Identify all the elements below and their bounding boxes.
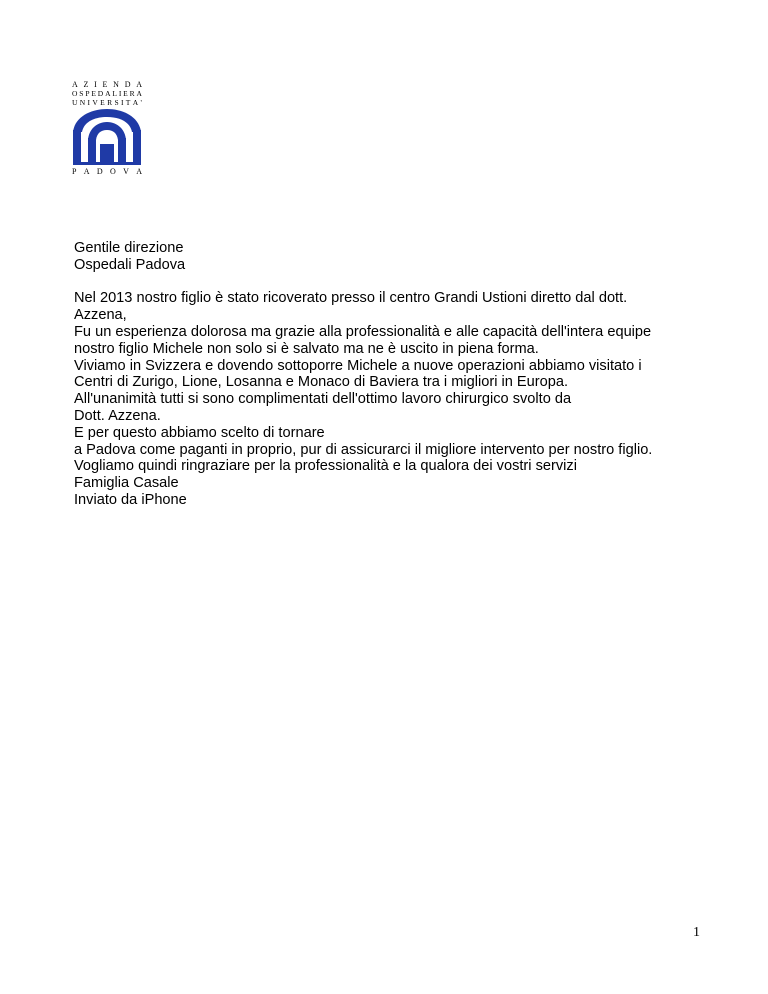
hospital-logo <box>72 80 142 178</box>
message-line: a Padova come paganti in proprio, pur di assicurarci il migliore intervento per nostro figlio. <box>74 441 653 458</box>
message-line: Dott. Azzena. <box>74 407 161 424</box>
logo-text-padova: P A D O V A <box>72 167 142 176</box>
message-line: Nel 2013 nostro figlio è stato ricoverato presso il centro Grandi Ustioni diretto dal dott. <box>74 290 628 307</box>
logo-text-universita: U N I V E R S I T A ' <box>72 98 142 107</box>
message-block <box>74 290 734 508</box>
message-line: Viviamo in Svizzera e dovendo sottoporre Michele a nuove operazioni abbiamo visitato i <box>74 357 642 374</box>
message-line: Fu un esperienza dolorosa ma grazie alla professionalità e alle capacità dell'intera equipe <box>74 323 652 340</box>
letter-body <box>74 240 734 509</box>
message-line: Azzena, <box>74 307 127 324</box>
paragraph-gap <box>74 274 734 291</box>
page-number: 1 <box>693 925 700 940</box>
sent-from-line: Inviato da iPhone <box>74 491 187 508</box>
message-line: nostro figlio Michele non solo si è salvato ma ne è uscito in piena forma. <box>74 340 539 357</box>
message-line: Vogliamo quindi ringraziare per la professionalità e la qualora dei vostri servizi <box>74 458 577 475</box>
logo-text-ospedaliera: O S P E D A L I E R A <box>72 89 142 98</box>
message-line: All'unanimità tutti si sono complimentati dell'ottimo lavoro chirurgico svolto da <box>74 391 572 408</box>
signature-line: Famiglia Casale <box>74 475 179 492</box>
salutation-line: Gentile direzione <box>74 240 184 256</box>
arch-emblem-icon <box>72 108 142 166</box>
message-line: E per questo abbiamo scelto di tornare <box>74 424 325 441</box>
salutation-block <box>74 240 734 274</box>
logo-text-azienda: A Z I E N D A <box>72 80 142 89</box>
message-line: Centri di Zurigo, Lione, Losanna e Monaco di Baviera tra i migliori in Europa. <box>74 374 569 391</box>
salutation-line: Ospedali Padova <box>74 256 186 273</box>
